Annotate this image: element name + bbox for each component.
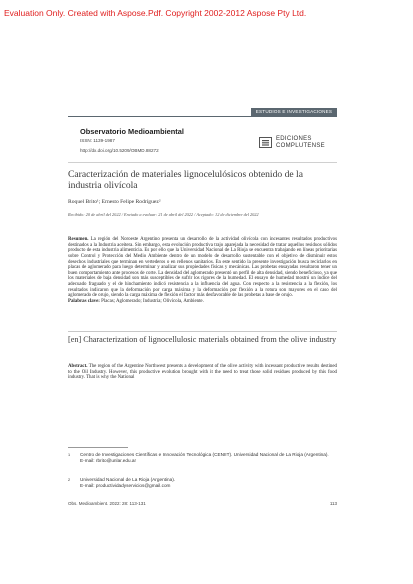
evaluation-watermark: Evaluation Only. Created with Aspose.Pdf. Copyright 2002-2012 Aspose Pty Ltd. (4, 8, 307, 18)
footnote-2-number: 2 (68, 478, 71, 482)
section-separator (68, 331, 337, 332)
article-dates: Recibido: 20 de abril del 2022 / Enviado a evaluar: 21 de abril del 2022 / Aceptado: 12 de diciembre del 2022 (68, 212, 259, 217)
page-number: 113 (329, 501, 337, 506)
footnote-1 (68, 452, 337, 465)
footnote-1-number: 1 (68, 453, 71, 457)
abstract-en (68, 364, 337, 381)
keywords-text: Placas; Aglomerado; Industria; Olivícola, Ambiente. (99, 298, 204, 304)
publisher-name (276, 136, 325, 150)
publisher-name-line2: COMPLUTENSE (276, 143, 325, 149)
abstract-en-text: The region of the Argentine Northwest presents a development of the olive activity with incessant productive results destined to the Oil Industry. However, this productive evolution brought with it the need to treat those solid residues produced by this food industry. That is why the National (68, 364, 337, 381)
article-title-es: Caracterización de materiales lignocelulósicos obtenido de la industria olivícola (68, 169, 303, 191)
abstract-es-label: Resumen. (68, 237, 89, 242)
article-title-en: [en] Characterization of lignocellulosic materials obtained from the olive industry (68, 335, 337, 344)
header-rule (68, 116, 337, 117)
article-doi[interactable]: http://dx.doi.org/10.5209/OBMD.88272 (80, 148, 159, 153)
publisher-logo-icon (259, 137, 272, 148)
keywords-label: Palabras clave: (68, 298, 100, 304)
page-footer (68, 501, 337, 506)
section-band (251, 108, 337, 116)
journal-name: Observatorio Medioambiental (80, 127, 184, 136)
abstract-en-label: Abstract. (68, 364, 88, 369)
section-band-label: ESTUDIOS E INVESTIGACIONES (255, 109, 333, 114)
publisher-name-line1: EDICIONES (276, 136, 312, 142)
footnote-rule (68, 447, 128, 448)
footnote-2 (68, 477, 337, 490)
footnote-1-email[interactable]: E-mail: rbrito@unlar.edu.ar (80, 458, 137, 464)
journal-issn: ISSN: 1139-1987 (80, 138, 115, 143)
footnote-2-text: Universidad Nacional de La Rioja (Argentina). (80, 477, 176, 482)
footnote-1-text: Centro de Investigaciones Científicas e Innovación Tecnológica (CENIIT). Universidad Nacional de La Rioja (Argentina). (80, 452, 329, 457)
abstract-es-text: La región del Noroeste Argentino presenta un desarrollo de la actividad olivícola con incesantes resultados productivos destinados a la Industria aceitera. Sin embargo, esta evolución productiva trajo aparejada la necesidad de tratar aquellos residuos sólidos producto de esta industria alimenticia. Es por ello que la Universidad Nacional de La Rioja se encuentra trabajando en líneas prioritarias sobre Control y Protección del Medio Ambiente dentro de un modelo de desarrollo sustentable con el objetivo de disminuir estos desechos industriales que terminan en vertederos o en rellenos sanitarios. En este sentido la presente investigación busca reciclarlos en placas de aglomerado para luego determinar y analizar sus propiedades físicas y mecánicas. Las probetas ensayadas resultaron tener un buen comportamiento ante procesos de corte. La densidad del aglomerado presentó un perfil de alta densidad, siendo beneficioso, ya que los materiales de baja densidad son más susceptibles de sufrir los rigores de la humedad. El ensayo de humedad mostró un índice del adecuado fraguado y el de hinchamiento indicó resistencia a la influencia del agua. Con respecto a la resistencia a la flexión, los resultados indicaron que la deformación por carga máxima y la deformación por flexión a la rotura son mayores en el caso del aglomerado de orujo, siendo la carga máxima de flexión el factor más desfavorable de las probetas a base de orujo. (68, 237, 337, 299)
abstract-es (68, 237, 337, 305)
footnote-2-email[interactable]: E-mail: productividadyservicios@gmail.com (80, 483, 171, 489)
article-authors: Roquel Brito¹; Ernesto Felipe Rodríguez² (68, 199, 161, 205)
footer-citation: Obs. Medioambient. 2022: 28: 113-131 (68, 501, 146, 506)
